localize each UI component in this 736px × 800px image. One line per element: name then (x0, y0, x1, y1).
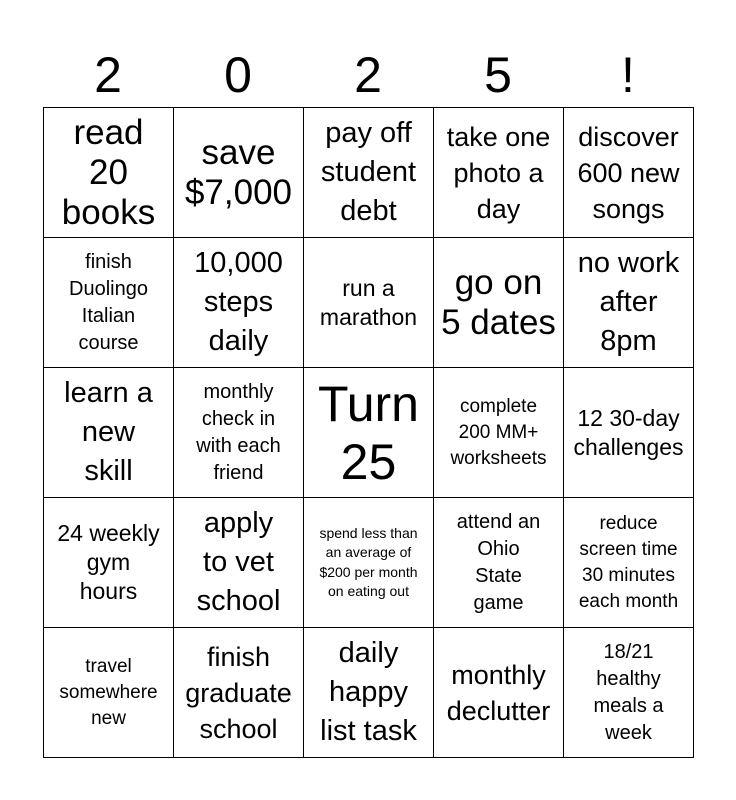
header-letter-3: 2 (354, 47, 382, 103)
cell-text: Turn 25 (318, 375, 419, 490)
cell-text: attend an Ohio State game (456, 510, 541, 614)
free-space-cell[interactable] (304, 368, 434, 498)
cell-text: read 20 books (61, 112, 156, 232)
bingo-cell-r5c4[interactable] (434, 628, 564, 758)
cell-text: spend less than an average of $200 per month on eating out (319, 524, 418, 599)
bingo-cell-r4c2[interactable] (174, 498, 304, 628)
bingo-cell-r4c3[interactable] (304, 498, 434, 628)
cell-text: take one photo a day (446, 121, 551, 224)
cell-text: finish graduate school (185, 641, 292, 744)
cell-text: 18/21 healthy meals a week (593, 640, 664, 744)
bingo-cell-r4c1[interactable] (44, 498, 174, 628)
bingo-cell-r1c4[interactable] (434, 108, 564, 238)
bingo-cell-r2c4[interactable] (434, 238, 564, 368)
bingo-cell-r3c4[interactable] (434, 368, 564, 498)
header-letter-1: 2 (94, 47, 122, 103)
header-letter-2: 0 (224, 47, 252, 103)
bingo-cell-r5c3[interactable] (304, 628, 434, 758)
bingo-cell-r2c5[interactable] (564, 238, 694, 368)
cell-text: daily happy list task (320, 637, 417, 747)
bingo-cell-r1c3[interactable] (304, 108, 434, 238)
bingo-cell-r3c2[interactable] (174, 368, 304, 498)
bingo-cell-r5c2[interactable] (174, 628, 304, 758)
cell-text: complete 200 MM+ worksheets (450, 395, 547, 469)
cell-text: pay off student debt (320, 117, 417, 227)
bingo-cell-r1c1[interactable] (44, 108, 174, 238)
bingo-board (43, 107, 694, 758)
cell-text: go on 5 dates (441, 262, 556, 342)
cell-text: save $7,000 (184, 132, 293, 212)
cell-text: 12 30-day challenges (573, 404, 684, 460)
cell-text: travel somewhere new (59, 655, 158, 729)
cell-text: reduce screen time 30 minutes each month (578, 512, 679, 612)
bingo-cell-r4c4[interactable] (434, 498, 564, 628)
bingo-cell-r2c3[interactable] (304, 238, 434, 368)
header-letter-4: 5 (484, 47, 512, 103)
cell-text: apply to vet school (196, 507, 281, 617)
bingo-cell-r2c1[interactable] (44, 238, 174, 368)
cell-text: 10,000 steps daily (194, 247, 283, 357)
cell-text: finish Duolingo Italian course (69, 250, 148, 354)
bingo-cell-r3c1[interactable] (44, 368, 174, 498)
bingo-cell-r5c1[interactable] (44, 628, 174, 758)
cell-text: 24 weekly gym hours (57, 520, 160, 604)
cell-text: run a marathon (319, 274, 418, 330)
cell-text: monthly check in with each friend (196, 380, 281, 484)
bingo-cell-r3c5[interactable] (564, 368, 694, 498)
header-letter-5: ! (621, 47, 635, 103)
cell-text: discover 600 new songs (577, 121, 680, 224)
bingo-cell-r1c2[interactable] (174, 108, 304, 238)
cell-text: learn a new skill (64, 377, 153, 487)
bingo-cell-r2c2[interactable] (174, 238, 304, 368)
cell-text: no work after 8pm (577, 247, 680, 357)
cell-text: monthly declutter (446, 659, 551, 726)
bingo-cell-r4c5[interactable] (564, 498, 694, 628)
bingo-cell-r1c5[interactable] (564, 108, 694, 238)
bingo-header (43, 44, 693, 106)
bingo-cell-r5c5[interactable] (564, 628, 694, 758)
